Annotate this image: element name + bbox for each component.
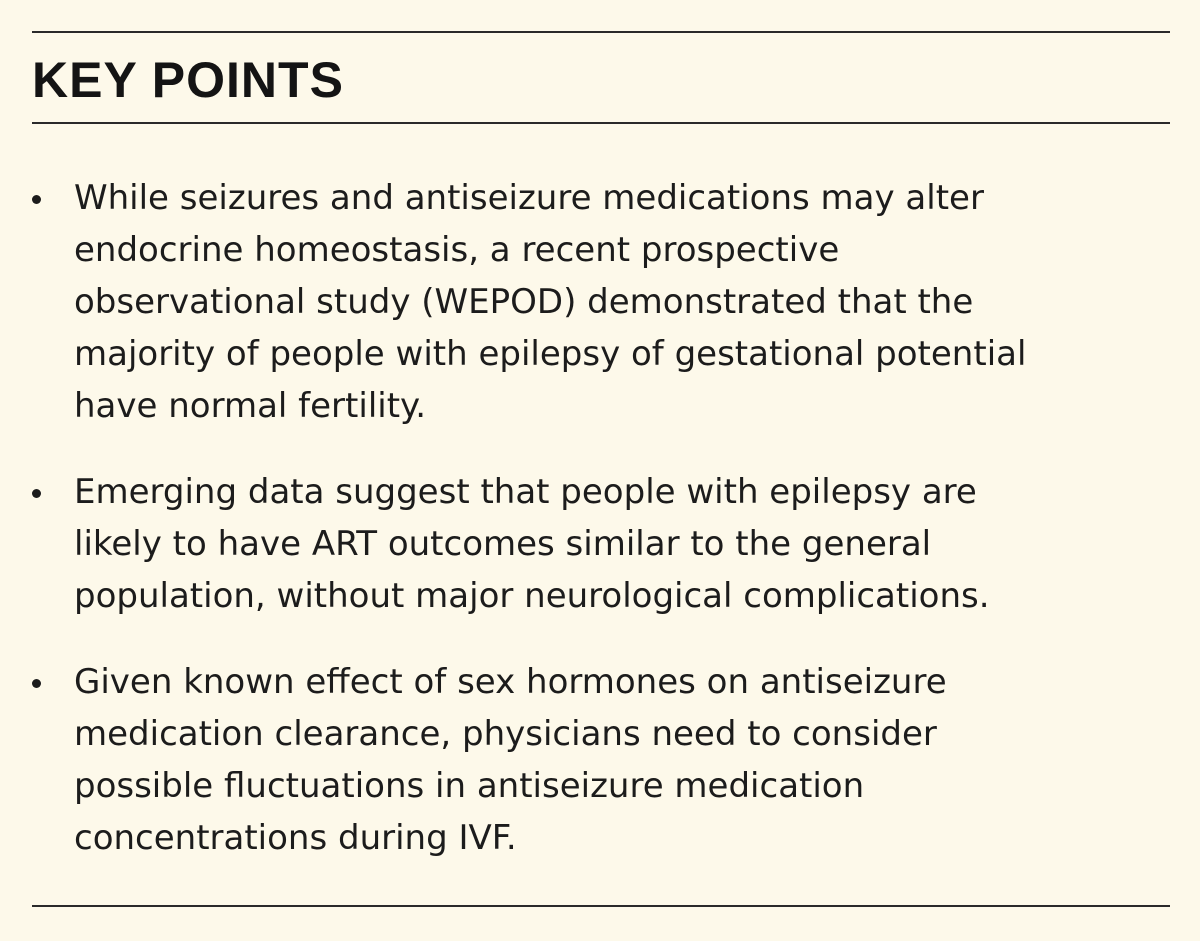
key-point-line: medication clearance, physicians need to consider — [74, 714, 937, 754]
key-points-list — [32, 172, 1170, 898]
key-point-line: population, without major neurological complications. — [74, 576, 990, 616]
key-point-line: While seizures and antiseizure medications may alter — [74, 178, 984, 218]
bullet-icon — [32, 679, 41, 688]
key-points-heading: KEY POINTS — [32, 52, 344, 108]
key-point-line: Emerging data suggest that people with epilepsy are — [74, 472, 977, 512]
key-points-box — [32, 0, 1170, 941]
key-point-line: observational study (WEPOD) demonstrated that the — [74, 282, 974, 322]
bullet-icon — [32, 195, 41, 204]
top-divider — [32, 31, 1170, 33]
key-point-line: concentrations during IVF. — [74, 818, 517, 858]
key-point-1 — [32, 172, 1170, 432]
key-point-line: have normal fertility. — [74, 386, 427, 426]
key-point-3 — [32, 656, 1170, 864]
key-point-line: likely to have ART outcomes similar to the general — [74, 524, 932, 564]
key-point-line: possible fluctuations in antiseizure medication — [74, 766, 865, 806]
key-point-2 — [32, 466, 1170, 622]
bullet-icon — [32, 489, 41, 498]
heading-divider — [32, 122, 1170, 124]
key-point-line: Given known effect of sex hormones on antiseizure — [74, 662, 947, 702]
key-point-line: endocrine homeostasis, a recent prospective — [74, 230, 840, 270]
key-point-line: majority of people with epilepsy of gestational potential — [74, 334, 1027, 374]
bottom-divider — [32, 905, 1170, 907]
